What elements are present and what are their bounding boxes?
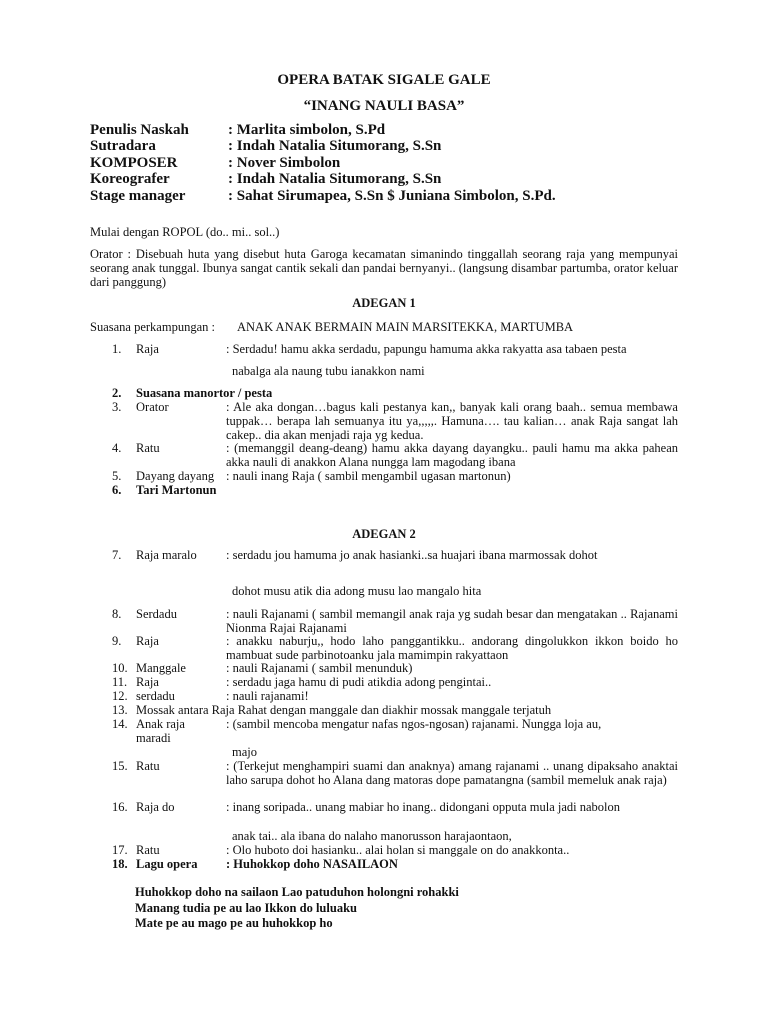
- item-speaker: Lagu opera: [136, 857, 198, 871]
- scene-heading-1: ADEGAN 1: [352, 296, 416, 310]
- credit-name: : Sahat Sirumapea, S.Sn $ Juniana Simbolon, S.Pd.: [228, 187, 556, 204]
- item-text: : (memanggil deang-deang) hamu akka dayang dayangku.. pauli hamu ma akka pahean akka nauli di anakkon Alana nungga lam magodang ibana: [226, 441, 678, 469]
- credit-row: [90, 155, 556, 171]
- credit-name: : Marlita simbolon, S.Pd: [228, 122, 386, 138]
- item-number: 7.: [112, 548, 122, 562]
- item-text: : (Terkejut menghampiri suami dan anaknya) amang rajanami .. unang dipaksaho anaktai laho sarupa dohot ho Alana dang matoras dope pamatangna (sambil memeluk anak raja): [226, 759, 678, 787]
- item-text: : serdadu jou hamuma jo anak hasianki..sa huajari ibana marmossak dohot: [226, 548, 598, 562]
- item-speaker: Suasana manortor / pesta: [136, 386, 273, 400]
- item-speaker: Ratu: [136, 441, 160, 455]
- item-speaker: Raja: [136, 342, 159, 356]
- item-speaker: Anak raja maradi: [136, 717, 185, 745]
- item-text: : inang soripada.. unang mabiar ho inang.. didongani opputa mula jadi nabolon: [226, 800, 621, 814]
- credit-role: Koreografer: [90, 171, 170, 188]
- item-speaker: serdadu: [136, 689, 175, 703]
- credit-role: Stage manager: [90, 187, 186, 204]
- item-speaker: Dayang dayang: [136, 469, 215, 483]
- item-number: 3.: [112, 400, 122, 414]
- item-speaker: Orator: [136, 400, 169, 414]
- item-text: : serdadu jaga hamu di pudi atikdia adong pengintai..: [226, 675, 492, 689]
- item-number: 13.: [112, 703, 128, 717]
- song-line: Huhokkop doho na sailaon Lao patuduhon holongni rohakki: [135, 885, 459, 899]
- item-text: : nauli Rajanami ( sambil memangil anak raja yg sudah besar dan mengatakan .. Rajanami Nionma Rajai Rajanami: [226, 607, 678, 635]
- item-number: 5.: [112, 469, 122, 483]
- item-text: : Huhokkop doho NASAILAON: [226, 857, 398, 871]
- item-number: 12.: [112, 689, 128, 703]
- song-line: Mate pe au mago pe au huhokkop ho: [135, 916, 333, 930]
- item-text: : Ale aka dongan…bagus kali pestanya kan,, banyak kali orang baah.. semua membawa tuppak… berapa lah semuanya itu ya,,,,,. Hamuna…. tau kalian… anak Raja sangat lah cakep.. dia akan menjadi raja yg kedua.: [226, 400, 678, 442]
- item-number: 6.: [112, 483, 122, 497]
- item-text: : nauli inang Raja ( sambil mengambil ugasan martonun): [226, 469, 511, 483]
- item-number: 11.: [112, 675, 128, 689]
- credit-row: [90, 122, 556, 138]
- item-number: 18.: [112, 857, 128, 871]
- item-speaker: Raja: [136, 675, 159, 689]
- orator-paragraph: Orator : Disebuah huta yang disebut huta Garoga kecamatan simanindo tinggallah seorang raja yang mempunyai seorang anak tunggal. Ibunya sangat cantik sekali dan pandai bernyanyi.. (langsung disambar partumba, orator keluar dari panggung): [90, 247, 678, 289]
- item-speaker: Ratu: [136, 759, 160, 773]
- suasana-label: Suasana perkampungan :: [90, 320, 215, 334]
- item-continuation: dohot musu atik dia adong musu lao mangalo hita: [232, 584, 482, 598]
- item-text: : nauli Rajanami ( sambil menunduk): [226, 661, 413, 675]
- credit-name: : Indah Natalia Situmorang, S.Sn: [228, 138, 442, 155]
- credits-block: [90, 122, 556, 204]
- credit-name: : Nover Simbolon: [228, 154, 341, 171]
- item-number: 8.: [112, 607, 122, 621]
- item-number: 2.: [112, 386, 122, 400]
- item-continuation: anak tai.. ala ibana do nalaho manorusson harajaontaon,: [232, 829, 512, 843]
- credit-role: KOMPOSER: [90, 154, 178, 171]
- item-number: 4.: [112, 441, 122, 455]
- item-speaker: Serdadu: [136, 607, 177, 621]
- item-number: 1.: [112, 342, 122, 356]
- intro-line: Mulai dengan ROPOL (do.. mi.. sol..): [90, 225, 280, 239]
- credit-row: [90, 171, 556, 187]
- document-subtitle: “INANG NAULI BASA”: [303, 98, 465, 114]
- item-speaker: Raja: [136, 634, 159, 648]
- item-number: 14.: [112, 717, 128, 731]
- suasana-text: ANAK ANAK BERMAIN MAIN MARSITEKKA, MARTUMBA: [237, 320, 574, 334]
- item-speaker: Raja maralo: [136, 548, 197, 562]
- item-text: : (sambil mencoba mengatur nafas ngos-ngosan) rajanami. Nungga loja au,: [226, 717, 602, 731]
- item-speaker: Raja do: [136, 800, 175, 814]
- item-number: 10.: [112, 661, 128, 675]
- credit-role: Sutradara: [90, 138, 156, 155]
- item-continuation: majo: [232, 745, 257, 759]
- credit-row: [90, 138, 556, 154]
- item-speaker: Mossak antara Raja Rahat dengan manggale dan diakhir mossak manggale terjatuh: [136, 703, 552, 717]
- credit-name: : Indah Natalia Situmorang, S.Sn: [228, 171, 442, 188]
- credit-role: Penulis Naskah: [90, 122, 189, 138]
- item-number: 17.: [112, 843, 128, 857]
- item-text: : Olo huboto doi hasianku.. alai holan si manggale on do anakkonta..: [226, 843, 570, 857]
- scene-heading-2: ADEGAN 2: [352, 527, 416, 541]
- item-speaker: Ratu: [136, 843, 160, 857]
- song-line: Manang tudia pe au lao Ikkon do luluaku: [135, 901, 357, 915]
- item-number: 9.: [112, 634, 122, 648]
- item-speaker: Manggale: [136, 661, 186, 675]
- item-continuation: nabalga ala naung tubu ianakkon nami: [232, 364, 425, 378]
- item-speaker: Tari Martonun: [136, 483, 217, 497]
- item-number: 15.: [112, 759, 128, 773]
- credit-row: [90, 188, 556, 204]
- item-text: : anakku naburju,, hodo laho panggantikku.. andorang dingolukkon ikkon boido ho mambuat sude parbinotoanku jala mamimpin rakyattaon: [226, 634, 678, 662]
- item-text: : Serdadu! hamu akka serdadu, papungu hamuma akka rakyatta asa tabaen pesta: [226, 342, 627, 356]
- item-text: : nauli rajanami!: [226, 689, 309, 703]
- item-number: 16.: [112, 800, 128, 814]
- document-title: OPERA BATAK SIGALE GALE: [277, 72, 491, 88]
